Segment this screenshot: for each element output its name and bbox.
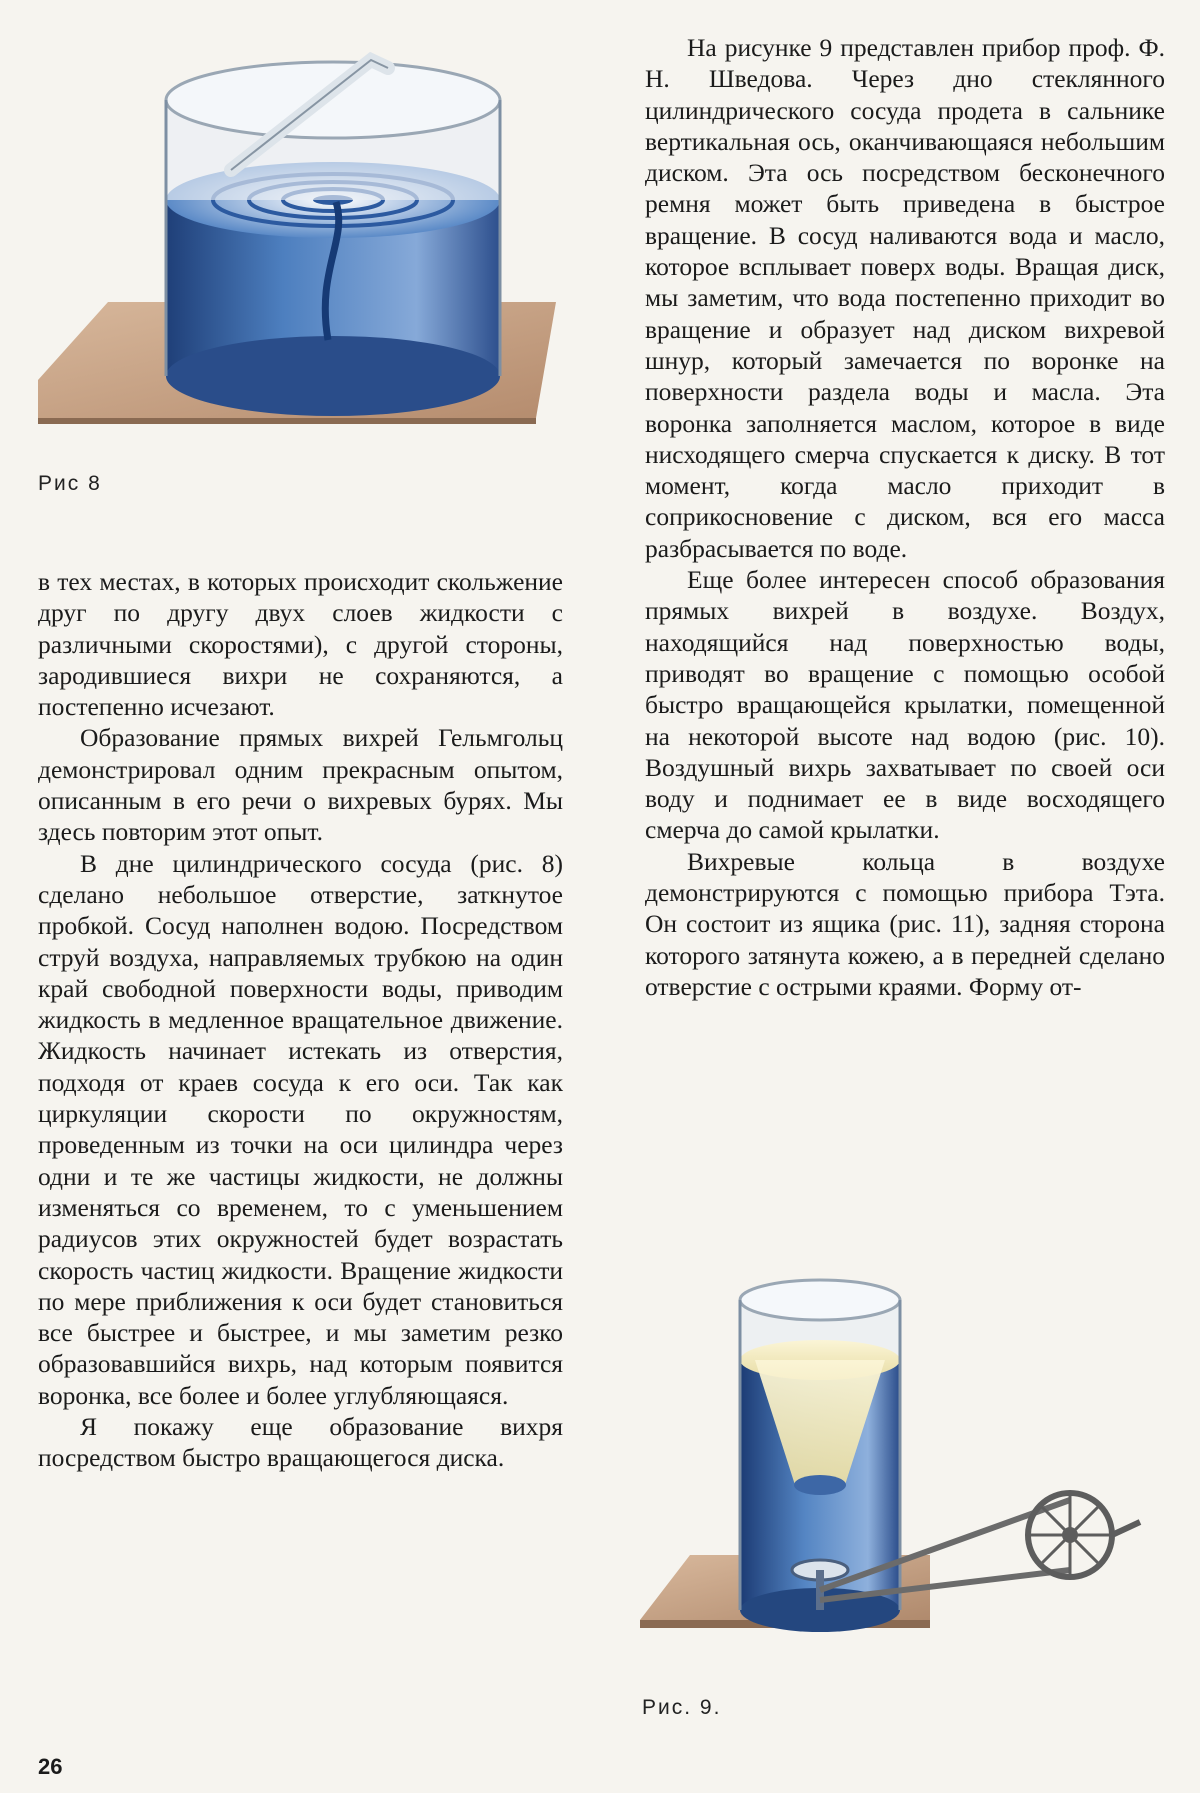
left-text-column (38, 566, 563, 1474)
right-text-column (645, 32, 1165, 1002)
paragraph: Образование прямых вихрей Гельмгольц демонстрировал одним прекрасным опытом, описанным в его речи о вихревых бурях. Мы здесь повторим этот опыт. (38, 723, 563, 847)
figure-8-illustration (36, 40, 566, 460)
vortex-apparatus-icon (630, 1260, 1170, 1660)
paragraph: На рисунке 9 представлен прибор проф. Ф. Н. Шведова. Через дно стеклянного цилиндрического сосуда продета в сальнике вертикальная ось, оканчивающаяся небольшим диском. Эта ось посредством бесконечного ремня может быть приведена в быстрое вращение. В сосуд наливаются вода и масло, которое всплывает поверх воды. Вращая диск, мы заметим, что вода постепенно приходит во вращение и образует над диском вихревой шнур, который замечается по воронке на поверхности раздела воды и масла. Эта воронка заполняется маслом, которое в виде нисходящего смерча спускается к диску. В тот момент, когда масло приходит в соприкосновение с диском, вся его масса разбрасывается по воде. (645, 33, 1165, 563)
paragraph: Еще более интересен способ образования прямых вихрей в воздухе. Воздух, находящийся над поверхностью воды, приводят во вращение с помощью особой быстро вращающейся крылатки, помещенной на некоторой высоте над водою (рис. 10). Воздушный вихрь захватывает по своей оси воду и поднимает ее в виде восходящего смерча до самой крылатки. (645, 565, 1165, 845)
glass-cylinder-icon (36, 40, 566, 460)
figure-8-caption: Рис 8 (38, 472, 102, 495)
figure-9-illustration (630, 1260, 1170, 1660)
page-number: 26 (38, 1754, 63, 1779)
figure-9-caption: Рис. 9. (642, 1696, 722, 1719)
paragraph: Вихревые кольца в воздухе демонстрируются с помощью прибора Тэта. Он состоит из ящика (рис. 11), задняя сторона которого затянута кожею, а в передней сделано отверстие с острыми краями. Форму от- (645, 846, 1165, 1001)
paragraph: Я покажу еще образование вихря посредством быстро вращающегося диска. (38, 1412, 563, 1473)
paragraph: в тех местах, в которых происходит скольжение друг по другу двух слоев жидкости с различными скоростями), с другой стороны, зародившиеся вихри не сохраняются, а постепенно исчезают. (38, 567, 563, 722)
paragraph: В дне цилиндрического сосуда (рис. 8) сделано небольшое отверстие, заткнутое пробкой. Сосуд наполнен водою. Посредством струй воздуха, направляемых трубкою на один край свободной поверхности воды, приводим жидкость в медленное вращательное движение. Жидкость начинает истекать из отверстия, подходя от краев сосуда к его оси. Так как циркуляции скорости по окружностям, проведенным из точки на оси цилиндра через одни и те же частицы жидкости, не должны изменяться со временем, то с уменьшением радиусов этих окружностей будет возрастать скорость частиц жидкости. Вращение жидкости по мере приближения к оси будет становиться все быстрее и быстрее, и мы заметим резко образовавшийся вихрь, над которым появится воронка, все более и более углубляющаяся. (38, 848, 563, 1410)
